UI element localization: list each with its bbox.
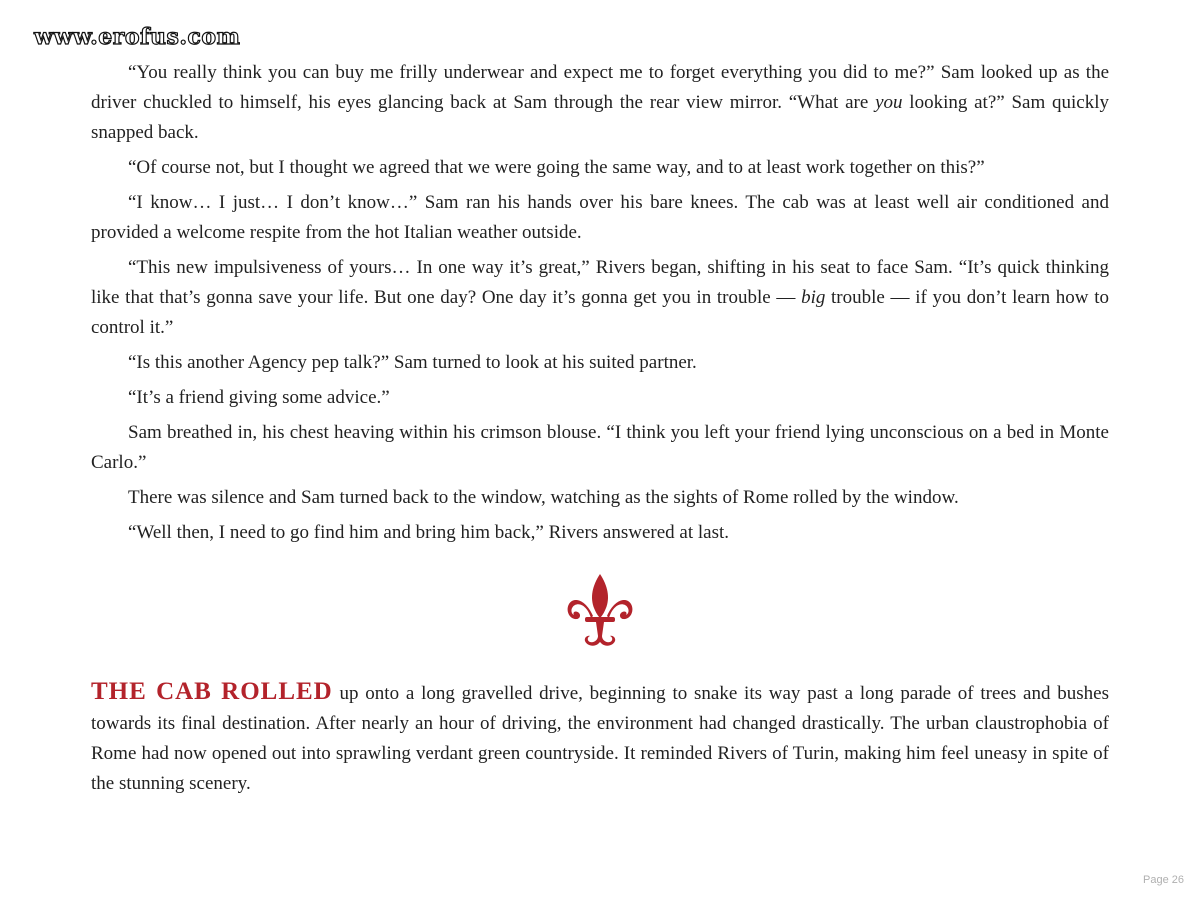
paragraph-7: Sam breathed in, his chest heaving within his crimson blouse. “I think you left your friend lying unconscious on a bed in Monte Carlo.” <box>91 422 1109 473</box>
emphasis-you: you <box>875 92 903 113</box>
section-body-text: up onto a long gravelled drive, beginning to snake its way past a long parade of trees and bushes towards its final destination. After nearly an hour of driving, the environment had changed drastically. The urban claustrophobia of Rome had now opened out into sprawling verdant green countryside. It reminded Rivers of Turin, making him feel uneasy in spite of the stunning scenery. <box>91 683 1109 794</box>
section-lead-heading: THE CAB ROLLED <box>91 678 333 705</box>
paragraph-text: trouble — if you don’t learn how to control it.” <box>91 287 1109 338</box>
emphasis-big: big <box>801 287 826 308</box>
paragraph-text: “You really think you can buy me frilly underwear and expect me to forget everything you did to me?” Sam looked up as the driver chuckled to himself, his eyes glancing back at Sam through the rear view mirror. “What are <box>91 62 1109 113</box>
paragraph-1 <box>91 58 1109 148</box>
section-opening <box>91 677 1109 799</box>
paragraph-9: “Well then, I need to go find him and bring him back,” Rivers answered at last. <box>128 522 730 543</box>
paragraph-text: “This new impulsiveness of yours… In one way it’s great,” Rivers began, shifting in his seat to face Sam. “It’s quick thinking like that that’s gonna save your life. But one day? One day it’s gonna get you in trouble — <box>91 257 1109 308</box>
paragraph-2: “Of course not, but I thought we agreed that we were going the same way, and to at least work together on this?” <box>128 157 985 178</box>
paragraph-6: “It’s a friend giving some advice.” <box>128 387 390 408</box>
paragraph-4 <box>91 253 1109 343</box>
page-number: Page 26 <box>1143 874 1184 886</box>
paragraph-8: There was silence and Sam turned back to the window, watching as the sights of Rome rolled by the window. <box>128 487 959 508</box>
paragraph-5: “Is this another Agency pep talk?” Sam turned to look at his suited partner. <box>128 352 697 373</box>
fleur-de-lis-icon <box>566 572 634 648</box>
paragraph-text: looking at?” Sam quickly snapped back. <box>91 92 1110 143</box>
site-watermark: www.erofus.com <box>34 24 241 50</box>
story-text <box>91 58 1109 553</box>
paragraph-3: “I know… I just… I don’t know…” Sam ran his hands over his bare knees. The cab was at least well air conditioned and provided a welcome respite from the hot Italian weather outside. <box>91 192 1109 243</box>
